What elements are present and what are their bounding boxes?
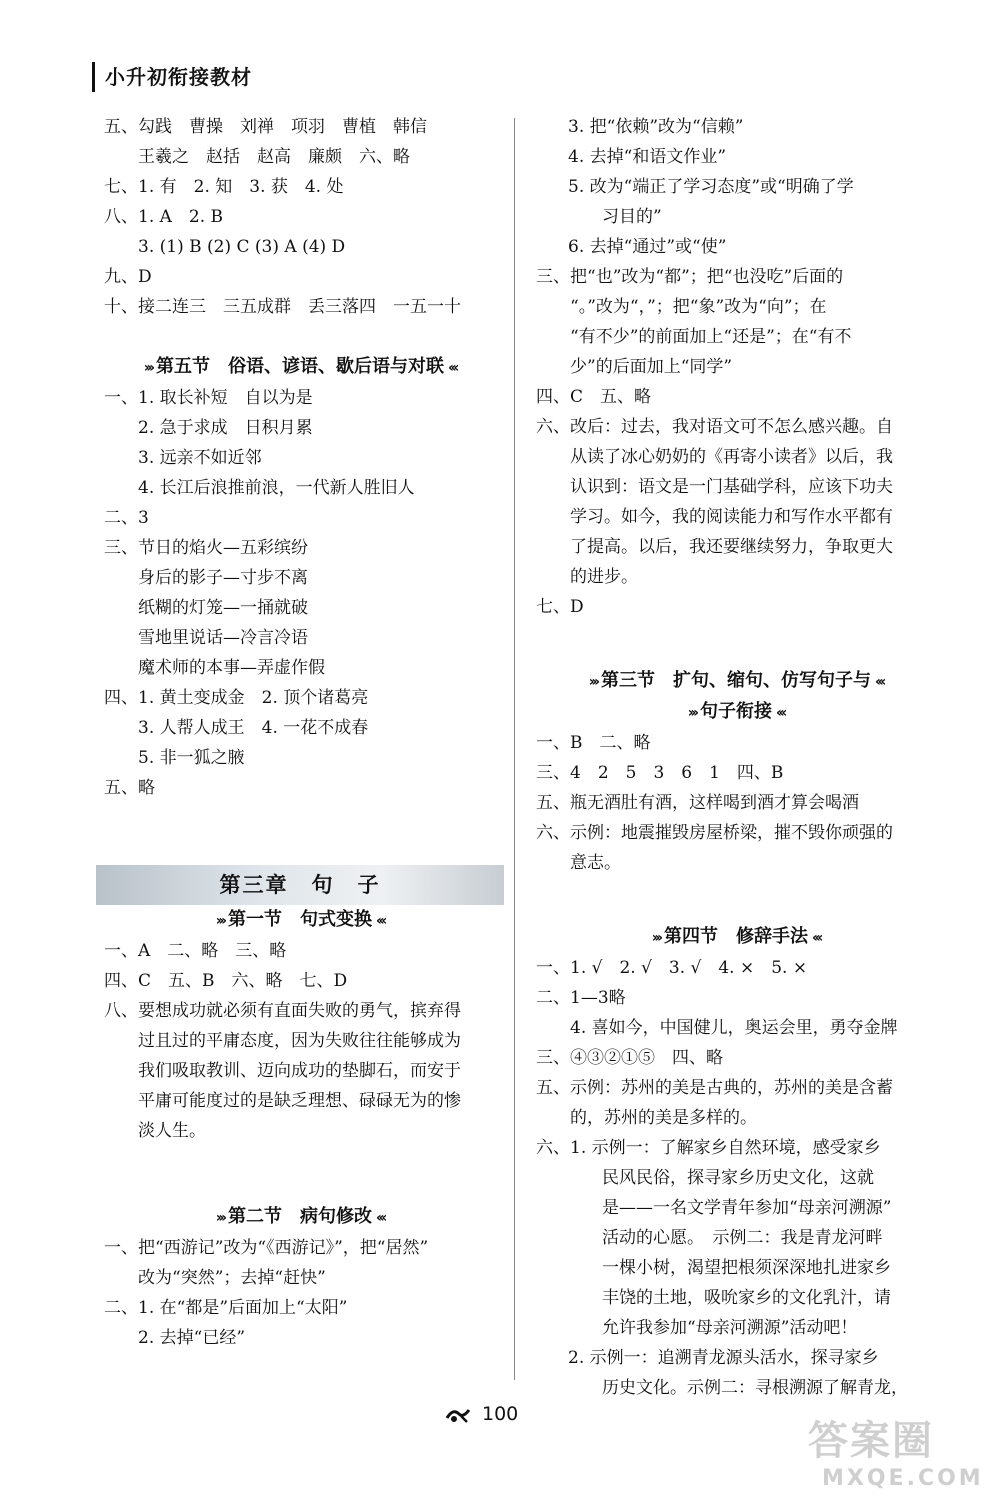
answer-line: 是——一名文学青年参加“母亲河溯源” <box>602 1198 892 1218</box>
answer-line: 从读了冰心奶奶的《再寄小读者》以后，我 <box>570 447 893 467</box>
answer-line: 4. 喜如今，中国健儿，奥运会里，勇夺金牌 <box>570 1018 898 1038</box>
answer-line: 6. 去掉“通过”或“使” <box>568 237 727 257</box>
answer-line: 淡人生。 <box>138 1121 206 1141</box>
section-heading-text: 第三节 扩句、缩句、仿写句子与 <box>601 670 871 691</box>
answer-line: 3. 远亲不如近邻 <box>138 448 262 468</box>
answer-line: 2. 示例一：追溯青龙源头活水，探寻家乡 <box>568 1348 879 1368</box>
answer-line: 一、A 二、略 三、略 <box>104 941 287 961</box>
answer-line: 3. 把“依赖”改为“信赖” <box>568 117 744 137</box>
answer-line: 二、1—3略 <box>536 988 626 1008</box>
answer-line: 魔术师的本事—弄虚作假 <box>138 658 325 678</box>
answer-line: 一、1. 取长补短 自以为是 <box>104 388 313 408</box>
section-heading-text: 第四节 修辞手法 <box>664 926 808 947</box>
answer-line: 八、要想成功就必须有直面失败的勇气，摈弃得 <box>104 1001 461 1021</box>
spacer <box>536 878 936 922</box>
right-column <box>536 112 936 1403</box>
answer-line: 一、B 二、略 <box>536 733 651 753</box>
answer-line: 七、1. 有 2. 知 3. 获 4. 处 <box>104 177 344 197</box>
watermark-url: MXQE.COM <box>822 1466 984 1491</box>
page-number: 100 <box>482 1403 519 1425</box>
answer-line: 3. (1) B (2) C (3) A (4) D <box>138 237 346 257</box>
answer-line: 学习。如今，我的阅读能力和写作水平都有 <box>570 507 893 527</box>
answer-line: 少”的后面加上“同学” <box>570 357 733 377</box>
chapter-banner: 第三章 句 子 <box>96 865 504 905</box>
spacer <box>536 622 936 666</box>
answer-line: 的，苏州的美是多样的。 <box>570 1108 757 1128</box>
answer-line: 五、略 <box>104 778 155 798</box>
answer-line: 纸糊的灯笼—一捅就破 <box>138 598 308 618</box>
column-divider <box>514 118 515 1380</box>
answer-line: 了提高。以后，我还要继续努力，争取更大 <box>570 537 893 557</box>
answer-line: 丰饶的土地，吸吮家乡的文化乳汁，请 <box>602 1288 891 1308</box>
answer-line: 改为“突然”；去掉“赶快” <box>138 1268 326 1288</box>
answer-line: 一、1. √ 2. √ 3. √ 4. × 5. × <box>536 958 808 978</box>
answer-line: 4. 长江后浪推前浪，一代新人胜旧人 <box>138 478 415 498</box>
answer-line: 二、1. 在“都是”后面加上“太阳” <box>104 1298 348 1318</box>
section-heading: ››› 第一节 句式变换 ‹‹‹ <box>215 909 385 930</box>
answer-line: “有不少”的前面加上“还是”；在“有不 <box>570 327 852 347</box>
section-heading-text: 第五节 俗语、谚语、歇后语与对联 <box>156 356 444 377</box>
left-column <box>104 112 496 1353</box>
answer-line: 三、④③②①⑤ 四、略 <box>536 1048 723 1068</box>
section-heading: ››› 句子衔接 ‹‹‹ <box>687 701 785 722</box>
answer-line: 2. 去掉“已经” <box>138 1328 246 1348</box>
answer-line: 六、示例：地震摧毁房屋桥梁，摧不毁你顽强的 <box>536 823 893 843</box>
answer-line: 的进步。 <box>570 567 638 587</box>
answer-line: 允许我参加“母亲河溯源”活动吧！ <box>602 1318 858 1338</box>
answer-line: 九、D <box>104 267 152 287</box>
answer-line: 二、3 <box>104 508 149 528</box>
answer-line: 六、改后：过去，我对语文可不怎么感兴趣。自 <box>536 417 893 437</box>
answer-line: 五、示例：苏州的美是古典的，苏州的美是含蓄 <box>536 1078 893 1098</box>
answer-line: 六、1. 示例一：了解家乡自然环境，感受家乡 <box>536 1138 881 1158</box>
answer-line: 3. 人帮人成王 4. 一花不成春 <box>138 718 369 738</box>
answer-line: 八、1. A 2. B <box>104 207 224 227</box>
section-heading: ››› 第三节 扩句、缩句、仿写句子与 ‹‹‹ <box>588 670 884 691</box>
section-heading-text: 第一节 句式变换 <box>228 909 372 930</box>
spacer <box>104 322 496 352</box>
section-heading-text: 第二节 病句修改 <box>228 1206 372 1227</box>
answer-line: 五、勾践 曹操 刘禅 项羽 曹植 韩信 <box>104 117 427 137</box>
answer-line: 三、节日的焰火—五彩缤纷 <box>104 538 308 558</box>
answer-line: 5. 改为“端正了学习态度”或“明确了学 <box>568 177 854 197</box>
answer-line: 活动的心愿。 示例二：我是青龙河畔 <box>602 1228 883 1248</box>
spacer <box>104 1146 496 1202</box>
answer-line: “。”改为“，”；把“象”改为“向”；在 <box>570 297 827 317</box>
book-series-title: 小升初衔接教材 <box>92 62 252 92</box>
answer-line: 平庸可能度过的是缺乏理想、碌碌无为的惨 <box>138 1091 461 1111</box>
answer-line: 五、瓶无酒肚有酒，这样喝到酒才算会喝酒 <box>536 793 859 813</box>
answer-line: 5. 非一狐之腋 <box>138 748 245 768</box>
section-heading: ››› 第四节 修辞手法 ‹‹‹ <box>651 926 821 947</box>
page-ornament-icon <box>445 1404 473 1424</box>
answer-line: 4. 去掉“和语文作业” <box>568 147 727 167</box>
answer-line: 习目的” <box>602 207 662 227</box>
answer-line: 意志。 <box>570 853 621 873</box>
answer-line: 七、D <box>536 597 584 617</box>
answer-line: 四、1. 黄土变成金 2. 顶个诸葛亮 <box>104 688 369 708</box>
answer-line: 王羲之 赵括 赵高 廉颇 六、略 <box>138 147 410 167</box>
answer-line: 2. 急于求成 日积月累 <box>138 418 313 438</box>
section-heading: ››› 第二节 病句修改 ‹‹‹ <box>215 1206 385 1227</box>
answer-line: 一棵小树，渴望把根须深深地扎进家乡 <box>602 1258 891 1278</box>
section-heading-text: 句子衔接 <box>700 701 772 722</box>
watermark-logo <box>808 1418 988 1502</box>
watermark-text: 答案圈 <box>808 1418 934 1464</box>
answer-line: 我们吸取教训、迈向成功的垫脚石，而安于 <box>138 1061 461 1081</box>
answer-line: 过且过的平庸态度，因为失败往往能够成为 <box>138 1031 461 1051</box>
answer-line: 四、C 五、B 六、略 七、D <box>104 971 348 991</box>
answer-line: 四、C 五、略 <box>536 387 652 407</box>
spacer <box>104 803 496 859</box>
answer-line: 雪地里说话—冷言冷语 <box>138 628 308 648</box>
section-heading: ››› 第五节 俗语、谚语、歇后语与对联 ‹‹‹ <box>143 356 457 377</box>
answer-line: 民风民俗，探寻家乡历史文化，这就 <box>602 1168 874 1188</box>
answer-line: 身后的影子—寸步不离 <box>138 568 308 588</box>
answer-line: 历史文化。示例二：寻根溯源了解青龙， <box>602 1378 908 1398</box>
answer-line: 三、4 2 5 3 6 1 四、B <box>536 763 784 783</box>
answer-line: 十、接二连三 三五成群 丢三落四 一五一十 <box>104 297 461 317</box>
answer-line: 一、把“西游记”改为“《西游记》”，把“居然” <box>104 1238 429 1258</box>
answer-line: 认识到：语文是一门基础学科，应该下功夫 <box>570 477 893 497</box>
answer-line: 三、把“也”改为“都”；把“也没吃”后面的 <box>536 267 844 287</box>
